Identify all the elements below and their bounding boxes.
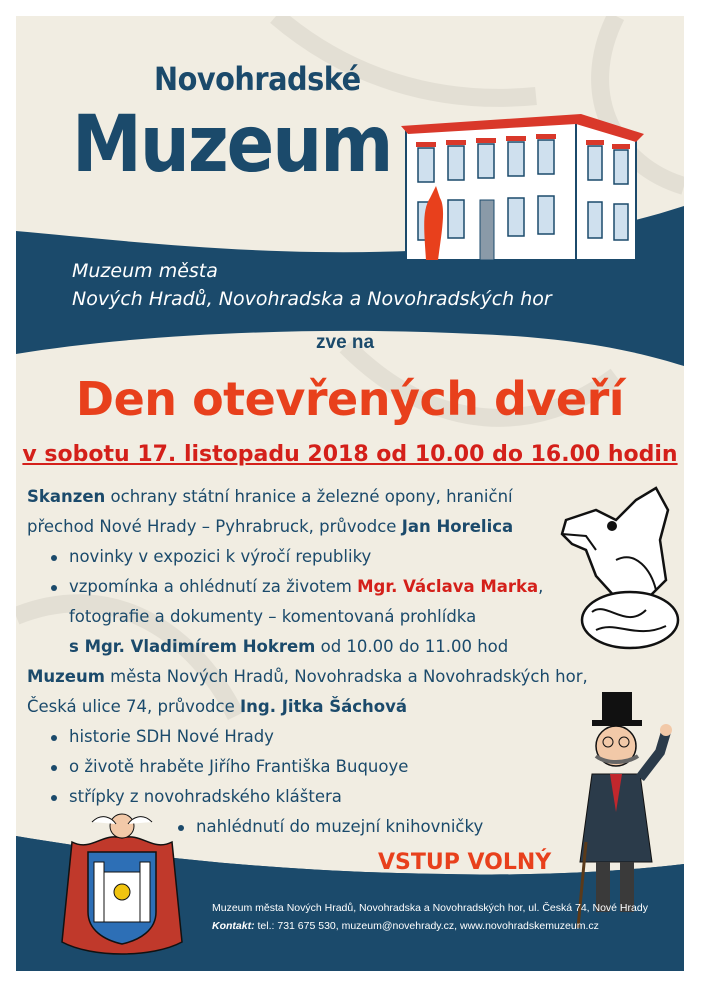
skanzen-item-2-line-3: s Mgr. Vladimírem Hokrem od 10.00 do 11.00 hod bbox=[69, 637, 509, 656]
museum-name-big: Muzeum bbox=[72, 100, 392, 190]
event-date: v sobotu 17. listopadu 2018 od 10.00 do 16.00 hodin bbox=[22, 442, 678, 467]
skanzen-item-1: novinky v expozici k výročí republiky bbox=[69, 547, 372, 566]
invite-text: zve na bbox=[316, 332, 375, 353]
bullet-dot bbox=[51, 795, 57, 801]
skanzen-line-1: Skanzen ochrany státní hranice a železné opony, hraniční bbox=[27, 487, 513, 506]
bullet-dot bbox=[51, 585, 57, 591]
bullet-dot bbox=[51, 555, 57, 561]
bullet-dot bbox=[51, 765, 57, 771]
skanzen-line-2: přechod Nové Hrady – Pyhrabruck, průvodce Jan Horelica bbox=[27, 517, 514, 536]
wolf-head-emblem bbox=[556, 480, 682, 650]
gentleman-illustration bbox=[556, 692, 684, 932]
museum-item-2: o životě hraběte Jiřího Františka Buquoye bbox=[69, 757, 409, 776]
skanzen-item-2: vzpomínka a ohlédnutí za životem Mgr. Václava Marka, bbox=[69, 577, 544, 596]
museum-building-illustration bbox=[396, 90, 656, 270]
museum-item-4: nahlédnutí do muzejní knihovničky bbox=[196, 817, 484, 836]
subtitle-line-2: Nových Hradů, Novohradska a Novohradských hor bbox=[72, 288, 552, 310]
museum-line-1: Muzeum města Nových Hradů, Novohradska a Novohradských hor, bbox=[27, 667, 588, 686]
museum-name-small: Novohradské bbox=[154, 60, 361, 98]
event-title: Den otevřených dveří bbox=[75, 372, 625, 426]
museum-line-2: Česká ulice 74, průvodce Ing. Jitka Šáchová bbox=[27, 697, 408, 716]
museum-item-3: střípky z novohradského kláštera bbox=[69, 787, 342, 806]
poster bbox=[16, 16, 684, 971]
bullet-dot bbox=[51, 735, 57, 741]
admission-text: VSTUP VOLNÝ bbox=[378, 850, 552, 875]
coat-of-arms-illustration bbox=[52, 812, 192, 958]
subtitle-line-1: Muzeum města bbox=[72, 260, 218, 282]
museum-item-1: historie SDH Nové Hrady bbox=[69, 727, 274, 746]
skanzen-item-2-line-2: fotografie a dokumenty – komentovaná prohlídka bbox=[69, 607, 477, 626]
footer-address: Muzeum města Nových Hradů, Novohradska a Novohradských hor, ul. Česká 74, Nové Hrady bbox=[212, 902, 648, 914]
footer-contact: Kontakt: tel.: 731 675 530, muzeum@novehrady.cz, www.novohradskemuzeum.cz bbox=[212, 920, 599, 932]
